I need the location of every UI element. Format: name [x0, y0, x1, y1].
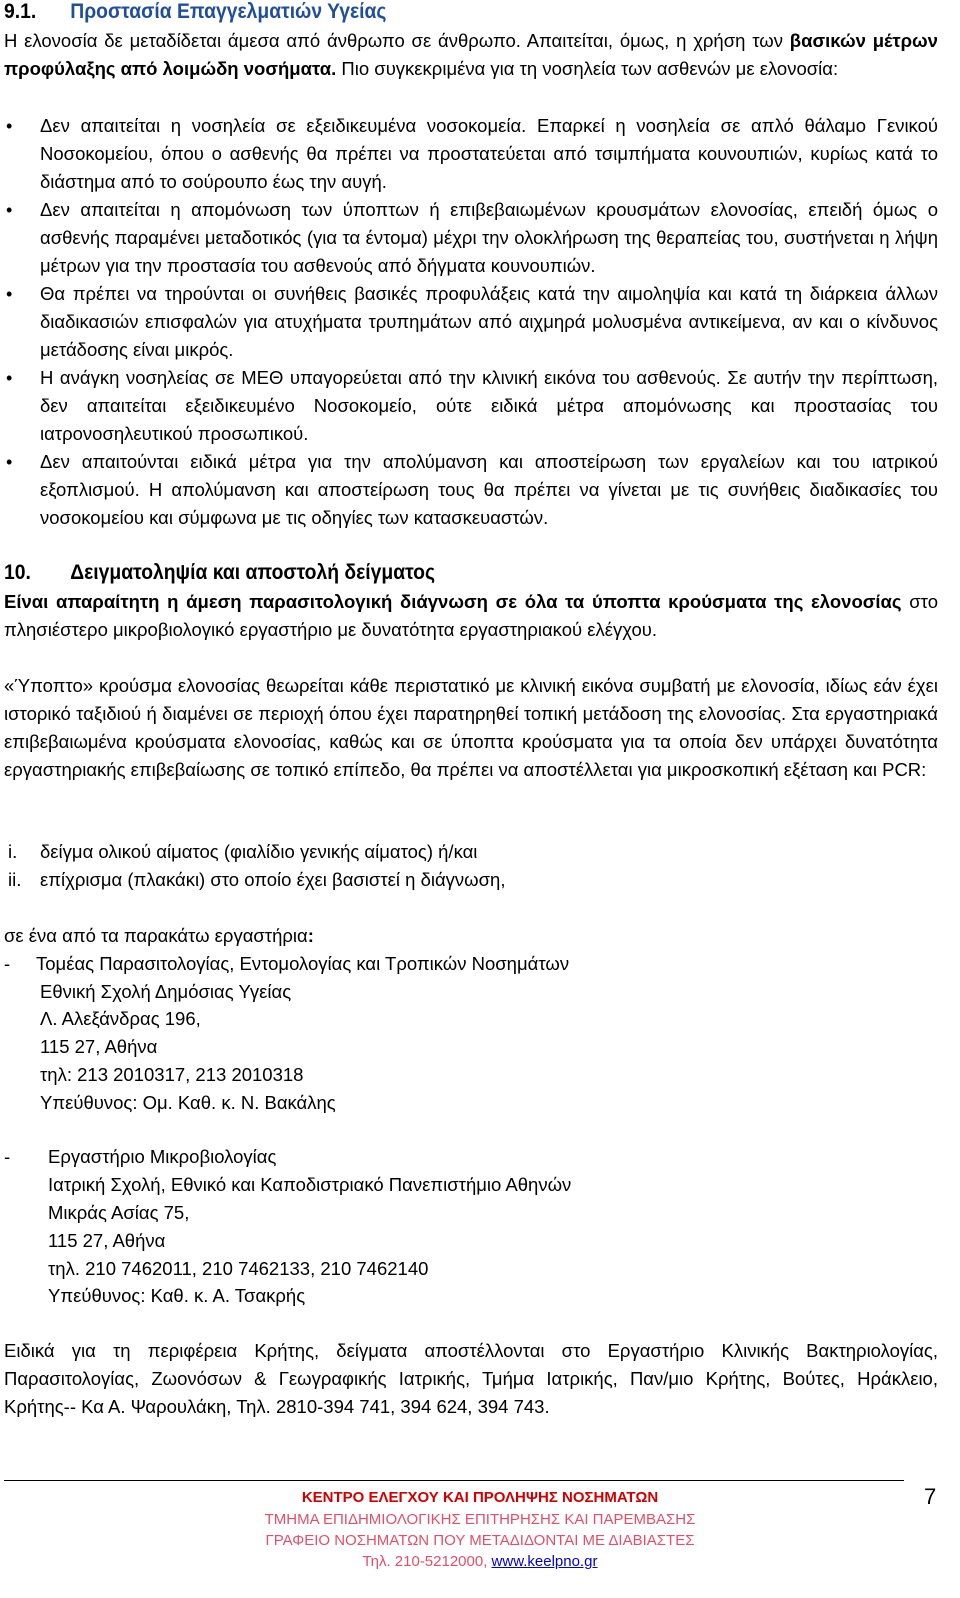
lead-paragraph	[4, 588, 938, 644]
section-10-heading	[4, 561, 435, 585]
bullet-text: Θα πρέπει να τηρούνται οι συνήθεις βασικές προφυλάξεις κατά την αιμοληψία και κατά τη διάρκεια άλλων διαδικασιών επισφαλών για ατυχήματα τρυπημάτων από αιχμηρά μολυσμένα αντικείμενα, αν και ο κίνδυνος μετάδοσης είναι μικρός.	[40, 283, 938, 360]
lab-1-line: τηλ: 213 2010317, 213 2010318	[40, 1064, 304, 1085]
list-item	[0, 448, 938, 532]
section-title: Δειγματοληψία και αποστολή δείγματος	[70, 561, 436, 584]
suspect-case-paragraph	[4, 672, 938, 784]
lab-2-line: Υπεύθυνος: Καθ. κ. Α. Τσακρής	[48, 1285, 306, 1306]
bullet-text: Δεν απαιτούνται ειδικά μέτρα για την απολύμανση και αποστείρωση των εργαλείων και του ιατρικού εξοπλισμού. Η απολύμανση και αποστείρωση τους θα πρέπει να γίνεται με τις συνήθεις διαδικασίες του νοσοκομείου και σύμφωνα με τις οδηγίες των κατασκευαστών.	[40, 451, 938, 528]
section-title: Προστασία Επαγγελματιών Υγείας	[70, 0, 387, 23]
footer-organization: ΚΕΝΤΡΟ ΕΛΕΓΧΟΥ ΚΑΙ ΠΡΟΛΗΨΗΣ ΝΟΣΗΜΑΤΩΝ	[301, 1489, 659, 1506]
bullet-text: Δεν απαιτείται η νοσηλεία σε εξειδικευμένα νοσοκομεία. Επαρκεί η νοσηλεία σε απλό θάλαμο Γενικού Νοσοκομείου, όπου ο ασθενής θα πρέπει να προστατεύεται από τσιμπήματα κουνουπιών, κυρίως κατά το διάστημα από το σούρουπο έως την αυγή.	[40, 115, 938, 192]
lab-1-line: Τομέας Παρασιτολογίας, Εντομολογίας και Τροπικών Νοσημάτων	[36, 953, 570, 974]
list-item	[0, 112, 938, 196]
footer-divider	[4, 1480, 904, 1481]
labs-intro	[4, 922, 314, 950]
footer-contact	[140, 1551, 820, 1573]
suspect-text: «Ύποπτο» κρούσμα ελονοσίας θεωρείται κάθε περιστατικό με κλινική εικόνα συμβατή με ελονοσία, ιδίως εάν έχει ιστορικό ταξιδιού ή διαμένει σε περιοχή όπου έχει παρατηρηθεί τοπική μετάδοση της ελονοσίας. Στα εργαστηριακά επιβεβαιωμένα κρούσματα ελονοσίας, καθώς και σε ύποπτα κρούσματα για τα οποία δεν υπάρχει δυνατότητα εργαστηριακής επιβεβαίωσης σε τοπικό επίπεδο, θα πρέπει να αποστέλλεται για μικροσκοπική εξέταση και PCR:	[4, 675, 938, 780]
intro-bold: βασικών μέτρων προφύλαξης από λοιμώδη νοσήματα.	[4, 30, 938, 79]
bullet-icon: •	[6, 284, 13, 304]
lab-1-dash: -	[4, 953, 11, 974]
lab-2-line: Εργαστήριο Μικροβιολογίας	[48, 1146, 277, 1167]
lab-1-line: Εθνική Σχολή Δημόσιας Υγείας	[40, 981, 292, 1002]
lab-2-line: 115 27, Αθήνα	[48, 1230, 166, 1251]
lab-2-line: τηλ. 210 7462011, 210 7462133, 210 7462140	[48, 1258, 429, 1279]
footer-department-1: ΤΜΗΜΑ ΕΠΙΔΗΜΙΟΛΟΓΙΚΗΣ ΕΠΙΤΗΡΗΣΗΣ ΚΑΙ ΠΑΡΕΜΒΑΣΗΣ	[264, 1511, 696, 1528]
bullet-text: Δεν απαιτείται η απομόνωση των ύποπτων ή επιβεβαιωμένων κρουσμάτων ελονοσίας, επειδή όμως ο ασθενής παραμένει μεταδοτικός (για τα έντομα) μέχρι την ολοκλήρωση της θεραπείας του, συστήνεται η λήψη μέτρων για την προστασία του ασθενούς από δήγματα κουνουπιών.	[40, 199, 938, 276]
sample-1-number: i.	[8, 841, 18, 862]
lead-text: στο πλησιέστερο μικροβιολογικό εργαστήριο με δυνατότητα εργαστηριακού ελέγχου.	[4, 591, 938, 640]
lab-1-line: Λ. Αλεξάνδρας 196,	[40, 1008, 201, 1029]
bullet-icon: •	[6, 200, 13, 220]
list-item	[0, 280, 938, 364]
bullet-list	[0, 112, 938, 532]
intro-text-2: Πιο συγκεκριμένα για τη νοσηλεία των ασθενών με ελονοσία:	[336, 58, 839, 79]
list-item	[0, 196, 938, 280]
crete-paragraph	[4, 1337, 938, 1421]
crete-text: Ειδικά για τη περιφέρεια Κρήτης, δείγματα αποστέλλονται στο Εργαστήριο Κλινικής Βακτηριολογίας, Παρασιτολογίας, Ζωονόσων & Γεωγραφικής Ιατρικής, Τμήμα Ιατρικής, Παν/μιο Κρήτης, Βούτες, Ηράκλειο, Κρήτης-- Κα Α. Ψαρουλάκη, Τηλ. 2810-394 741, 394 624, 394 743.	[4, 1340, 938, 1417]
list-item	[0, 364, 938, 448]
lab-2-line: Ιατρική Σχολή, Εθνικό και Καποδιστριακό Πανεπιστήμιο Αθηνών	[48, 1174, 572, 1195]
page-number: 7	[924, 1484, 937, 1509]
sample-2-number: ii.	[8, 869, 22, 890]
footer-website-link[interactable]: www.keelpno.gr	[491, 1553, 598, 1570]
section-9-1-heading	[4, 0, 386, 24]
lab-2-line: Μικράς Ασίας 75,	[48, 1202, 190, 1223]
lab-1-line: 115 27, Αθήνα	[40, 1036, 158, 1057]
bullet-icon: •	[6, 368, 13, 388]
footer-phone: Τηλ. 210-5212000,	[362, 1553, 492, 1570]
sample-1-text: δείγμα ολικού αίματος (φιαλίδιο γενικής αίματος) ή/και	[40, 841, 478, 862]
section-number: 10.	[4, 561, 31, 584]
intro-text-1: Η ελονοσία δε μεταδίδεται άμεσα από άνθρωπο σε άνθρωπο. Απαιτείται, όμως, η χρήση των	[4, 30, 790, 51]
footer-department-2: ΓΡΑΦΕΙΟ ΝΟΣΗΜΑΤΩΝ ΠΟΥ ΜΕΤΑΔΙΔΟΝΤΑΙ ΜΕ ΔΙΑΒΙΑΣΤΕΣ	[265, 1532, 695, 1549]
labs-intro-text: σε ένα από τα παρακάτω εργαστήρια	[4, 925, 308, 946]
lab-2-dash: -	[4, 1146, 11, 1167]
bullet-icon: •	[6, 116, 13, 136]
lab-1-line: Υπεύθυνος: Ομ. Καθ. κ. Ν. Βακάλης	[40, 1092, 336, 1113]
bullet-icon: •	[6, 452, 13, 472]
section-number: 9.1.	[4, 0, 37, 23]
intro-paragraph	[4, 27, 938, 83]
sample-2-text: επίχρισμα (πλακάκι) στο οποίο έχει βασιστεί η διάγνωση,	[40, 869, 506, 890]
bullet-text: Η ανάγκη νοσηλείας σε ΜΕΘ υπαγορεύεται από την κλινική εικόνα του ασθενούς. Σε αυτήν την περίπτωση, δεν απαιτείται εξειδικευμένο Νοσοκομείο, ούτε ειδικά μέτρα απομόνωσης και προστασίας του ιατρονοσηλευτικού προσωπικού.	[40, 367, 938, 444]
labs-intro-colon: :	[307, 925, 314, 946]
lead-bold: Είναι απαραίτητη η άμεση παρασιτολογική διάγνωση σε όλα τα ύποπτα κρούσματα της ελονοσίας	[4, 591, 902, 612]
